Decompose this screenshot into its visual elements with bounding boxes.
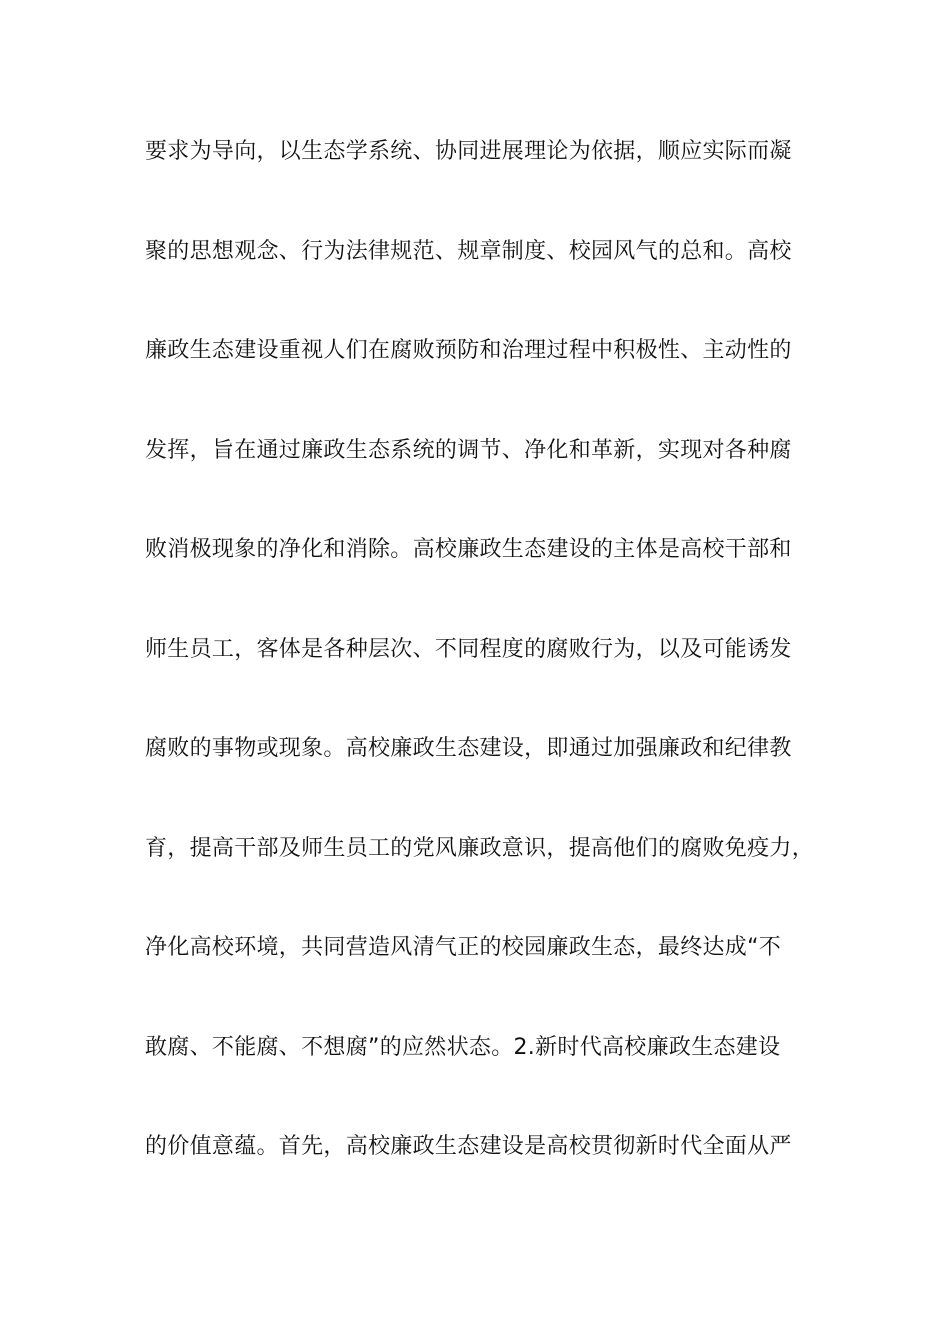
body-text	[145, 132, 825, 1227]
text-line: 师生员工，客体是各种层次、不同程度的腐败行为，以及可能诱发	[145, 636, 792, 662]
text-line: 败消极现象的净化和消除。高校廉政生态建设的主体是高校干部和	[145, 537, 792, 562]
text-line: 净化高校环境，共同营造风清气正的校园廉政生态，最终达成“不	[145, 935, 782, 960]
text-line: 敢腐、不能腐、不想腐”的应然状态。2.新时代高校廉政生态建设	[145, 1034, 781, 1060]
text-line: 要求为导向，以生态学系统、协同进展理论为依据，顺应实际而凝	[145, 139, 792, 164]
text-line: 发挥，旨在通过廉政生态系统的调节、净化和革新，实现对各种腐	[145, 437, 792, 463]
text-line: 廉政生态建设重视人们在腐败预防和治理过程中积极性、主动性的	[145, 338, 792, 363]
text-line: 的价值意蕴。首先，高校廉政生态建设是高校贯彻新时代全面从严	[145, 1134, 792, 1159]
text-line: 腐败的事物或现象。高校廉政生态建设，即通过加强廉政和纪律教	[145, 736, 792, 761]
text-line: 育，提高干部及师生员工的党风廉政意识，提高他们的腐败免疫力，	[145, 835, 815, 861]
text-line: 聚的思想观念、行为法律规范、规章制度、校园风气的总和。高校	[145, 238, 792, 264]
